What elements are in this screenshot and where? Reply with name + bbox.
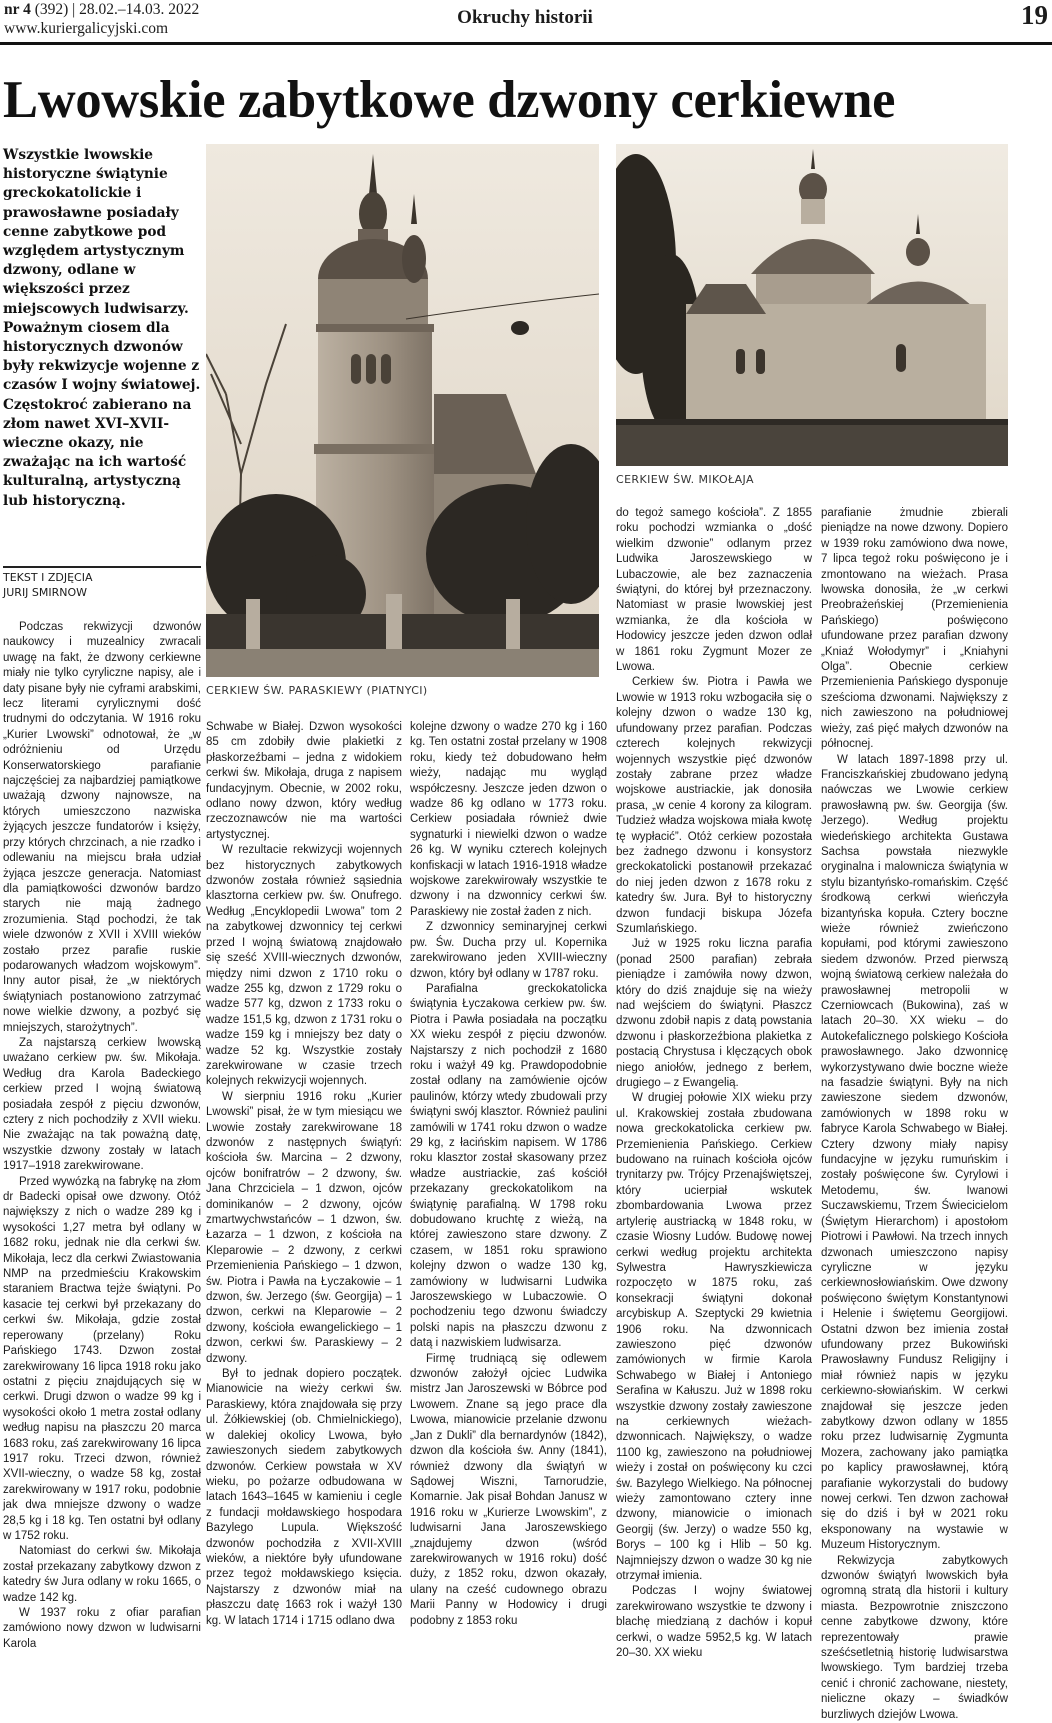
byline-author: JURIJ SMIRNOW: [3, 585, 88, 599]
article-column: [821, 506, 1008, 1723]
issue-line: [4, 0, 199, 19]
paragraph: Cerkiew św. Piotra i Pawła we Lwowie w 1913 roku wzbogaciła się o kolejny dzwon o wadze 130 kg, ufundowany przez parafian. Podczas czterech kolejnych rekwizycji wojennych wszystkie pięć dzwonów zostały zabrane przez władze wojskowe austriackie, jak donosiła prasa, „w cenie 4 korony za kilogram. Tudzież władza wojskowa miała kwotę tę wypłacić”. Otóż cerkiew pozostała bez żadnego dzwonu i konsystorz greckokatolicki postanowił przekazać do niej jeden dzwon z 1678 roku z katedry św. Jura. Był to historyczny dzwon fundacji biskupa Józefa Szumlańskiego.: [616, 676, 812, 935]
issue-info: [4, 0, 199, 38]
paragraph: Schwabe w Białej. Dzwon wysokości 85 cm zdobiły dwie plakietki z płaskorzeźbami – jedna z widokiem cerkwi św. Mikołaja, druga z napisem fundacyjnym. Obecnie, w 2002 roku, odlano nowy dzwon, który według rzeczoznawców nie ma wartości artystycznej.: [206, 721, 402, 841]
section-title: Okruchy historii: [457, 7, 593, 28]
paragraph: Podczas rekwizycji dzwonów naukowcy i muzealnicy zwracali uwagę na fakt, że dzwony cerkiewne miały nie tylko cyryliczne napisy, ale i daty pisane były nie cyframi arabskimi, lecz literami cyrylicznymi dość trudnymi do odczytania. W 1916 roku „Kurier Lwowski” odnotował, że „w odróżnieniu od Urzędu Konserwatorskiego parafianie najczęściej za najbardziej pamiątkowe uważają dzwony najnowsze, na których umieszczono nazwiska żyjących jeszcze fundatorów i księży, przy których chrzcinach, a nie rzadko i odlewaniu na miejscu brała udział żyjąca jeszcze generacja. Natomiast dla pamiątkowości dzwonów bardzo starych nie mają żadnego zrozumienia. Stąd pochodzi, że tak wiele dzwonów z XVII i XVIII wieków zostało przez parafie ruskie podarowanych władzom wojskowym”. Inny autor pisał, że „w niektórych świątyniach postanowiono zatrzymać nowe wielkie dzwony, a pozbyć się mniejszych, starożytnych”.: [3, 621, 201, 1034]
paragraph: do tegoż samego kościoła”. Z 1855 roku pochodzi wzmianka o „dość wielkim dzwonie” odlanym przez Ludwika Jaroszewskiego w Lubaczowie, ale bez zaznaczenia świątyni, do której był przeznaczony. Natomiast w prasie lwowskiej jest wzmianka, że dla kościoła w Hodowicy jeszcze jeden dzwon odlał w 1861 roku Zygmunt Mozer ze Lwowa.: [616, 507, 812, 674]
byline: [3, 571, 201, 600]
photo-caption: CERKIEW ŚW. MIKOŁAJA: [616, 473, 754, 486]
header-divider: [0, 42, 1052, 45]
article-column: [3, 620, 201, 1652]
paragraph: W drugiej połowie XIX wieku przy ul. Krakowskiej została zbudowana nowa greckokatolicka cerkiew pw. Przemienienia Pańskiego. Cerkiew budowano na ruinach kościoła ojców trynitarzy pw. Trójcy Przenajświętszej, który ucierpiał wskutek zbombardowania Lwowa przez artylerię austriacką w 1848 roku, w czasie Wiosny Ludów. Budowę nowej cerkwi według projektu architekta Sylwestra Hawryszkiewicza rozpoczęto w 1875 roku, zaś konsekracji świątyni dokonał arcybiskup A. Szeptycki 29 kwietnia 1906 roku. Na dzwonnicach zawieszono pięć dzwonów zamówionych w firmie Karola Schwabego w Białej i Antoniego Serafina w Kałuszu. Już w 1898 roku wszystkie dzwony zostały zawieszone na cerkiewnych wieżach-dzwonnicach. Największy, o wadze 1100 kg, zawieszono na południowej wieży i został on poświęcony ku czci św. Bazylego Wielkiego. Na północnej wieży zamontowano cztery inne dzwony, mianowicie o imionach Georgij (św. Jerzy) o wadze 550 kg, Borys – 100 kg i Hlib – 50 kg. Najmniejszy dzwon o wadze 30 kg nie otrzymał imienia.: [616, 1092, 812, 1583]
article-headline: Lwowskie zabytkowe dzwony cerkiewne: [3, 71, 896, 129]
church-domes-photo: [616, 144, 1008, 466]
article-lead: Wszystkie lwowskie historyczne świątynie greckokatolickie i prawosławne posiadały cenne zabytkowe pod względem artystycznym dzwony, odlane w większości przez miejscowych ludwisarzy. Poważnym ciosem dla historycznych dzwonów były rekwizycje wojenne z czasów I wojny światowej. Częstokroć zabierano na złom nawet XVI–XVII-wieczne okazy, nie zważając na ich wartość kulturalną, artystyczną lub historyczną.: [3, 147, 201, 509]
article-column: [410, 720, 607, 1629]
page-number: 19: [1021, 0, 1048, 30]
church-tower-photo: [206, 144, 599, 677]
paragraph: W latach 1897-1898 przy ul. Franciszkańskiej zbudowano jedyną naówczas we Lwowie cerkiew prawosławną pw. św. Georgija (św. Jerzego). Według projektu wiedeńskiego architekta Gustawa Sachsa powstała niezwykle oryginalna i malownicza świątynia w stylu bizantyńsko-romańskim. Część środkową cerkwi wieńczyła bizantyńska kopuła. Cztery boczne wieże również zwieńczono kopułami, pod którymi zawieszono siedem dzwonów. Przed pierwszą wojną światową cerkiew należała do prawosławnej metropolii w Czerniowcach (Bukowina), zaś w latach 20–30. XX wieku – do Autokefalicznego polskiego Kościoła prawosławnego. Jako dzwonnicę wykorzystywano dwie boczne wieże na fasadzie świątyni. Były na nich zawieszone siedem dzwonów, zamówionych w 1898 roku w fabryce Karola Schwabego w Białej. Cztery dzwony miały napisy fundacyjne w języku rumuńskim i zostały poświęcone św. Cyrylowi i Metodemu, św. Iwanowi Suczawskiemu, Trzem Świecicielom (Świętym Hierarchom) i apostołom Piotrowi i Pawłowi. Na trzech innych dzwonach umieszczono napisy cyryliczne w języku cerkiewnosłowiańskim. Owe dzwony poświęcono świętym Konstantynowi i Helenie i świętemu Georgijowi. Ostatni dzwon bez imienia został ufundowany przez Bukowiński Prawosławny Fundusz Religijny i miał również napis w języku cerkiewno-słowiańskim. W cerkwi znajdował się jeszcze jeden zabytkowy dzwon odlany w 1855 roku przez ludwisarnię Zygmunta Mozera, zachowany jako pamiątka po kaplicy prawosławnej, którą parafianie wykorzystali do budowy nowej cerkwi. Ten dzwon zachował się do dziś i był w 2021 roku eksponowany na wystawie w Muzeum Historycznym.: [821, 753, 1008, 1552]
paragraph: Był to jednak dopiero początek. Mianowicie na wieży cerkwi św. Paraskiewy, która znajdowała się przy ul. Żółkiewskiej (ob. Chmielnickiego), w dalekiej okolicy Lwowa, było zawieszonych siedem zabytkowych dzwonów. Cerkiew powstała w XV wieku, po pożarze odbudowana w latach 1643–1645 w kamieniu i cegle z fundacji mołdawskiego hospodara Bazylego Lupula. Większość dzwonów pochodziła z XVII-XVIII wieków, a niektóre były ufundowane przez tegoż mołdawskiego księcia. Najstarszy z dzwonów miał na płaszczu datę 1663 rok i ważył 130 kg. W latach 1714 i 1715 odlano dwa: [206, 1368, 402, 1627]
paragraph: Za najstarszą cerkiew lwowską uważano cerkiew pw. św. Mikołaja. Według dra Karola Badeckiego cerkiew przed I wojną światową posiadała zespół z pięciu dzwonów, cztery z nich pochodziły z XVII wieku. Nie zważając na tak poważną datę, wszystkie dzwony zostały w latach 1917–1918 zarekwirowane.: [3, 1036, 201, 1173]
paragraph: Już w 1925 roku liczna parafia (ponad 2500 parafian) zebrała pieniądze i zamówiła nowy dzwon, który do dziś znajduje się na wieży nad wejściem do świątyni. Płaszcz dzwonu zdobił napis z datą powstania dzwonu i płaskorzeźbiona plakietka z postacią Chrystusa i klęczących obok niego aniołów, jednego z berłem, drugiego – z Ewangelią.: [616, 938, 812, 1090]
paragraph: W 1937 roku z ofiar parafian zamówiono nowy dzwon w ludwisarni Karola: [3, 1607, 201, 1650]
paragraph: Firmę trudniącą się odlewem dzwonów założył ojciec Ludwika mistrz Jan Jaroszewski w Bóbrce pod Lwowem. Znane są jego prace dla Lwowa, mianowicie przelanie dzwonu „Jan z Dukli” dla bernardynów (1842), dzwon dla kościoła św. Anny (1841), również dzwony dla świątyń w Sądowej Wiszni, Tarnorudzie, Komarnie. Jak pisał Bohdan Janusz w 1916 roku w „Kurierze Lwowskim”, z ludwisarni Jana Jaroszewskiego „znajdujemy dzwon (wśród zarekwirowanych w 1916 roku) dość duży, z 1852 roku, dzwon okazały, ulany na cześć cudownego obrazu Marii Panny w Hodowicy i drugi podobny z 1853 roku: [410, 1352, 607, 1627]
paragraph: Rekwizycja zabytkowych dzwonów świątyń lwowskich była ogromną stratą dla historii i kultury miasta. Bezpowrotnie zniszczono cenne zabytkowe dzwony, które reprezentowały prawie sześćsetletnią historię ludwisarstwa lwowskiego. Tym bardziej trzeba cenić i chronić zachowane, niestety, nieliczne okazy – świadków burzliwych dziejów Lwowa.: [821, 1554, 1008, 1721]
paragraph: Przed wywózką na fabrykę na złom dr Badecki opisał owe dzwony. Otóż największy z nich o wadze 289 kg i wysokości 1,27 metra był odlany w 1682 roku, jednak nie dla cerkwi św. Mikołaja, lecz dla cerkwi Zwiastowania NMP na przedmieściu Krakowskim staraniem Bractwa tejże świątyni. Po kasacie tej cerkwi był przekazany do cerkwi św. Mikołaja, gdzie został reperowany (przelany) Roku Pańskiego 1743. Dzwon został zarekwirowany 16 lipca 1918 roku jako ostatni z pięciu znajdujących się w cerkwi. Drugi dzwon o wadze 99 kg i wysokości około 1 metra został odlany według napisu na płaszczu 20 marca 1683 roku, zaś zarekwirowany 16 lipca 1917 roku. Trzeci dzwon, również XVII-wieczny, o wadze 58 kg, został zarekwirowany w 1917 roku, podobnie jak dwa mniejsze dzwony o wadze 28,5 kg i 18 kg. Ten ostatni był odlany w 1752 roku.: [3, 1175, 201, 1542]
article-column: [206, 720, 402, 1629]
website-url[interactable]: www.kuriergalicyjski.com: [4, 20, 169, 37]
paragraph: parafianie żmudnie zbierali pieniądze na nowe dzwony. Dopiero w 1939 roku zamówiono dwa nowe, 7 lipca tegoż roku poświęcono je i zmontowano na wieżach. Prasa lwowska donosiła, że „w cerkwi Preobrażeńskiej (Przemienienia Pańskiego) poświęcono ufundowane przez parafian dzwony „Kniaź Wołodymyr” i „Kniahyni Olga”. Obecnie cerkiew Przemienienia Pańskiego dysponuje sześcioma dzwonami. Największy z nich zawieszono na południowej wieży, zaś pięć małych dzwonów na północnej.: [821, 507, 1008, 751]
photo-caption: CERKIEW ŚW. PARASKIEWY (PIATNYCI): [206, 684, 428, 697]
paragraph: Podczas I wojny światowej zarekwirowano wszystkie te dzwony i blachę miedzianą z dachów i kopuł cerkwi, o wadze 5952,5 kg. W latach 20–30. XX wieku: [616, 1585, 812, 1660]
paragraph: Parafialna greckokatolicka świątynia Łyczakowa cerkiew pw. św. Piotra i Pawła posiadała na początku XX wieku zespół z pięciu dzwonów. Najstarszy z nich pochodził z 1680 roku i ważył 49 kg. Prawdopodobnie został odlany na zamówienie ojców paulinów, którzy wtedy zbudowali przy świątyni swój klasztor. Również paulini zamówili w 1741 roku dzwon o wadze 29 kg, z łacińskim napisem. W 1786 roku klasztor został skasowany przez władze austriackie, zaś kościół przekazany greckokatolikom na świątynię parafialną. W 1798 roku dobudowano kruchtę z wieżą, na której zawieszono stare dzwony. Z czasem, w 1851 roku sprawiono kolejny dzwon o wadze 130 kg, zamówiony w ludwisarni Ludwika Jaroszewskiego w Lubaczowie. O pochodzeniu tego dzwonu świadczy polski napis na płaszczu dzwonu z datą i nazwiskiem ludwisarza.: [410, 982, 607, 1350]
paragraph: W rezultacie rekwizycji wojennych bez historycznych zabytkowych dzwonów została również sąsiednia klasztorna cerkiew pw. św. Onufrego. Według „Encyklopedii Lwowa” tom 2 na zabytkowej dzwonnicy tej cerkwi przed I wojną światową znajdowało się sześć XVIII-wiecznych dzwonów, między nimi dzwon z 1710 roku o wadze 255 kg, dzwon z 1729 roku o wadze 577 kg, dzwon z 1733 roku o wadze 151,5 kg, dzwon z 1731 roku o wadze 159 kg i mniejszy bez daty o wadze 52 kg. Wszystkie zostały zarekwirowane w czasie trzech kolejnych rekwizycji wojennych.: [206, 844, 402, 1088]
paragraph: Z dzwonnicy seminaryjnej cerkwi pw. Św. Ducha przy ul. Kopernika zarekwirowano jeden XVIII-wieczny dzwon, który był odlany w 1787 roku.: [410, 921, 607, 980]
paragraph: W sierpniu 1916 roku „Kurier Lwowski” pisał, że w tym miesiącu we Lwowie zostały zarekwirowane 18 dzwonów z następnych świątyń: kościoła św. Marcina – 2 dzwony, ojców bonifratrów – 2 dzwony, św. Jana Chrzciciela – 1 dzwon, ojców dominikanów – 2 dzwony, ojców zmartwychwstańców – 1 dzwon, św. Łazarza – 1 dzwon, z kościoła na Kleparowie – 2 dzwony, z cerkwi Przemienienia Pańskiego – 1 dzwon, św. Piotra i Pawła na Łyczakowie – 1 dzwon, św. Jerzego (św. Georgija) – 1 dzwon, cerkwi na Kleparowie – 2 dzwony, kościoła ewangelickiego – 1 dzwon, cerkwi św. Paraskiewy – 2 dzwony.: [206, 1090, 402, 1365]
issue-date: (392) | 28.02.–14.03. 2022: [30, 1, 200, 18]
lead-divider: [3, 566, 201, 568]
byline-role: TEKST I ZDJĘCIA: [3, 571, 93, 584]
paragraph: Natomiast do cerkwi św. Mikołaja został przekazany zabytkowy dzwon z katedry św Jura odlany w roku 1665, o wadze 142 kg.: [3, 1545, 201, 1604]
issue-number: nr 4: [4, 1, 31, 18]
paragraph: kolejne dzwony o wadze 270 kg i 160 kg. Ten ostatni został przelany w 1908 roku, kiedy też dobudowano hełm wieży, nadając mu wygląd współczesny. Jeszcze jeden dzwon o wadze 86 kg odlano w 1773 roku. Cerkiew posiadała również dwie sygnaturki i niewielki dzwon o wadze 26 kg. W wyniku czterech kolejnych konfiskacji w latach 1916-1918 władze wojskowe zarekwirowały wszystkie te dzwony i na dzwonnicy cerkwi św. Paraskiewy nie został żaden z nich.: [410, 721, 607, 918]
article-column: [616, 506, 812, 1661]
